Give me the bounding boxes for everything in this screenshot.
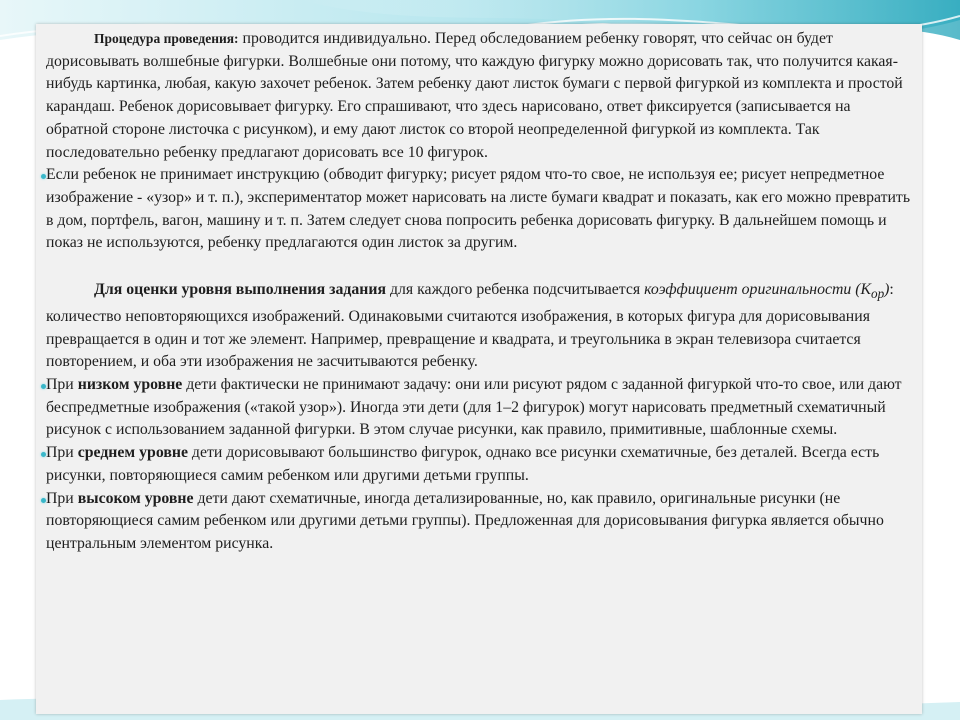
low-prefix: При <box>46 376 78 393</box>
high-level-label: высоком уровне <box>77 489 194 507</box>
bullet-icon <box>41 384 46 389</box>
slide-text <box>46 28 916 556</box>
low-level-label: низком уровне <box>77 376 183 393</box>
high-prefix: При <box>46 489 78 507</box>
medium-level-label: среднем уровне <box>77 444 188 462</box>
bullet-medium-level <box>46 442 916 487</box>
bullet-icon <box>41 498 46 503</box>
procedure-paragraph <box>46 28 916 164</box>
procedure-text: проводится индивидуально. Перед обследованием ребенку говорят, что сейчас он будет дорисовывать волшебные фигурки. Волшебные они потому, что каждую фигурку можно дорисовать так, что получится какая-нибудь картинка, любая, какую захочет ребенок. Затем ребенку дают листок бумаги с первой фигуркой из комплекта и простой карандаш. Ребенок дорисовывает фигурку. Его спрашивают, что здесь нарисовано, ответ фиксируется (записывается на обратной стороне листочка с рисунком), и ему дают листок со второй неопределенной фигуркой из комплекта. Так последовательно ребенку предлагают дорисовать все 10 фигурок. <box>46 30 903 161</box>
assessment-text-2: : количество неповторяющихся изображений. Одинаковыми считаются изображения, в которых фигура для дорисовывания превращается в один и тот же элемент. Например, превращение и квадрата, и треугольника в экран телевизора считается повторением, и оба эти изображения не засчитываются ребенку. <box>46 281 894 371</box>
high-level-text: дети дают схематичные, иногда детализированные, но, как правило, оригинальные рисунки (не повторяющиеся самим ребенком или другими детьми группы). Предложенная для дорисовывания фигурка является обычно центральным элементом рисунка. <box>46 489 884 552</box>
low-level-text: дети фактически не принимают задачу: они или рисуют рядом с заданной фигуркой что-то свое, или дают беспредметные изображения («такой узор»). Иногда эти дети (для 1–2 фигурок) могут нарисовать предметный схематичный рисунок с использованием заданной фигурки. В этом случае рисунки, как правило, примитивные, шаблонные схемы. <box>46 376 902 439</box>
assessment-paragraph <box>46 279 916 374</box>
instruction-text: Если ребенок не принимает инструкцию (обводит фигурку; рисует рядом что-то свое, не используя ее; рисует непредметное изображение - «узор» и т. п.), экспериментатор может нарисовать на листе бумаги квадрат и показать, как его можно превратить в дом, портфель, вагон, машину и т. п. Затем следует снова попросить ребенка дорисовать фигурку. В дальнейшем помощь и показ не используются, ребенку предлагаются один листок за другим. <box>46 166 911 252</box>
procedure-label: Процедура проведения: <box>94 31 239 46</box>
medium-prefix: При <box>46 444 78 462</box>
coefficient-close: ) <box>884 281 890 299</box>
coefficient-subscript: ор <box>870 286 885 302</box>
assessment-text-1: для каждого ребенка подсчитывается <box>386 281 645 299</box>
content-panel <box>36 24 922 714</box>
medium-level-text: дети дорисовывают большинство фигурок, однако все рисунки схематичные, без деталей. Всегда есть рисунки, повторяющиеся самим ребенком или другими детьми группы. <box>46 444 880 484</box>
assessment-label: Для оценки уровня выполнения задания <box>94 281 387 299</box>
bullet-instruction <box>46 164 916 255</box>
bullet-high-level <box>46 488 916 556</box>
bullet-low-level <box>46 374 916 442</box>
spacer <box>46 255 916 279</box>
coefficient-name: коэффициент оригинальности (К <box>644 281 871 299</box>
